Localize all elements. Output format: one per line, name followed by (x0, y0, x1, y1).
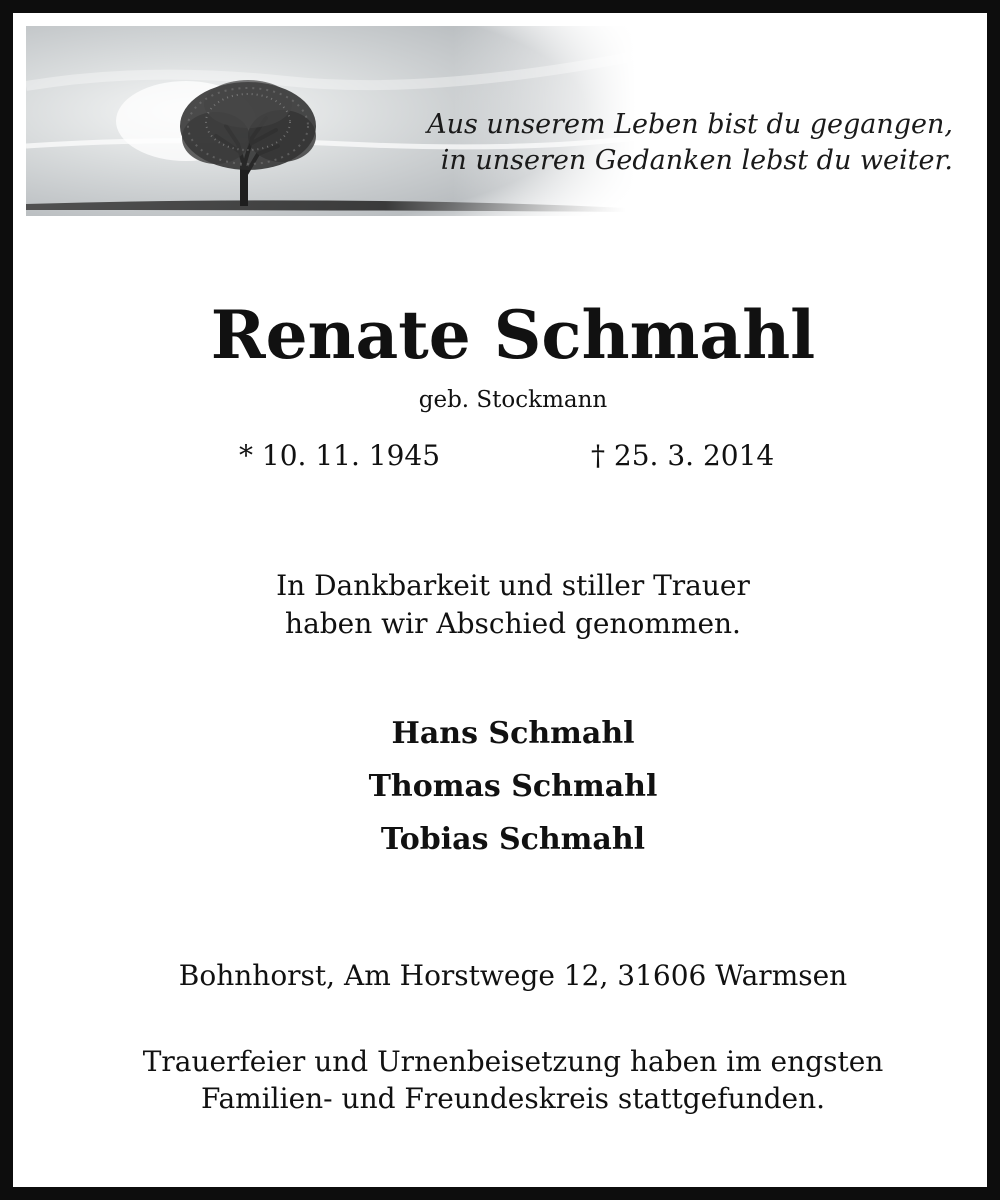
mourner-name: Tobias Schmahl (380, 822, 646, 857)
deceased-name: Renate Schmahl (210, 296, 816, 374)
quote-line-1: Aus unserem Leben bist du gegangen, (427, 109, 953, 140)
mourner-name: Thomas Schmahl (368, 769, 658, 804)
farewell-message (13, 567, 1000, 643)
birth-name: geb. Stockmann (418, 387, 608, 413)
notice-line-2: Familien- und Freundeskreis stattgefunden. (200, 1082, 826, 1115)
death-date: † 25. 3. 2014 (591, 439, 775, 472)
quote-line-2: in unseren Gedanken lebst du weiter. (440, 145, 953, 176)
mourners-list (13, 707, 1000, 866)
memorial-quote (393, 107, 953, 179)
family-address: Bohnhorst, Am Horstwege 12, 31606 Warmsen (178, 959, 848, 992)
funeral-notice (13, 1043, 1000, 1117)
birth-date: * 10. 11. 1945 (239, 439, 441, 472)
farewell-line-1: In Dankbarkeit und stiller Trauer (276, 569, 750, 602)
notice-line-1: Trauerfeier und Urnenbeisetzung haben im engsten (142, 1045, 884, 1078)
mourner-name: Hans Schmahl (391, 716, 635, 751)
farewell-line-2: haben wir Abschied genommen. (285, 607, 741, 640)
